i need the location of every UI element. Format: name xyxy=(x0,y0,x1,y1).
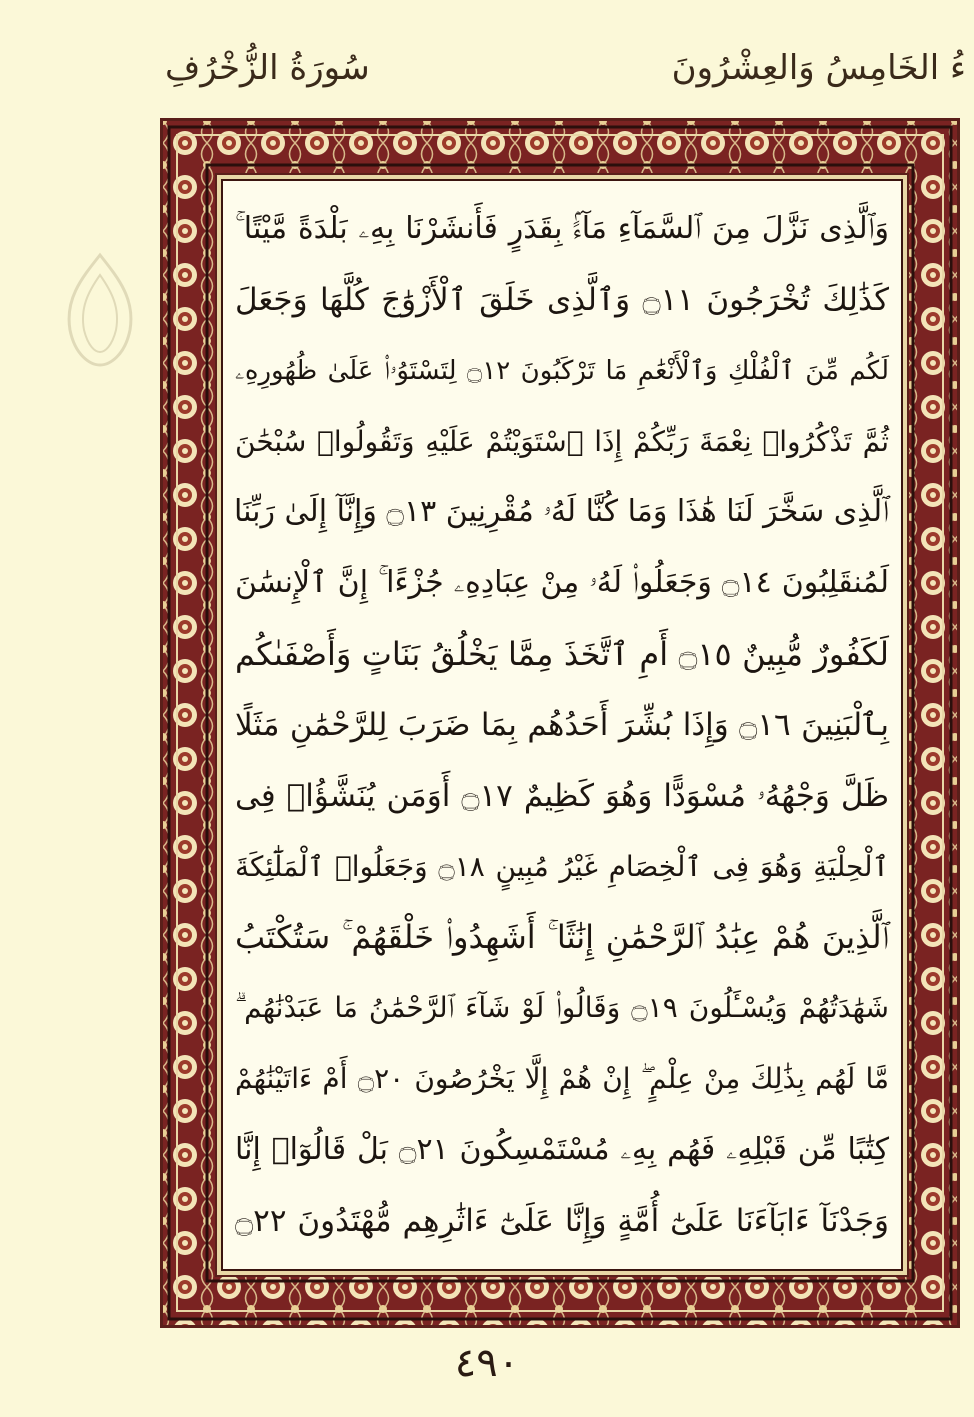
faint-ornament-icon xyxy=(60,250,140,370)
verse-line-5: ٱلَّذِى سَخَّرَ لَنَا هَٰذَا وَمَا كُنَّا لَهُۥ مُقْرِنِينَ ۝١٣ وَإِنَّآ إِلَىٰ رَبِّنَا xyxy=(233,494,889,530)
verse-line-10: ٱلْحِلْيَةِ وَهُوَ فِى ٱلْخِصَامِ غَيْرُ مُبِينٍ ۝١٨ وَجَعَلُوا۟ ٱلْمَلَٰٓئِكَةَ xyxy=(235,849,889,883)
verse-line-2: كَذَٰلِكَ تُخْرَجُونَ ۝١١ وَٱلَّذِى خَلَقَ ٱلْأَزْوَٰجَ كُلَّهَا وَجَعَلَ xyxy=(235,281,890,318)
text-panel xyxy=(221,179,903,1271)
verse-line-11: ٱلَّذِينَ هُمْ عِبَٰدُ ٱلرَّحْمَٰنِ إِنَٰثًا ۚ أَشَهِدُوا۟ خَلْقَهُمْ ۚ سَتُكْتَبُ xyxy=(235,918,889,957)
verse-line-7: لَكَفُورٌ مُّبِينٌ ۝١٥ أَمِ ٱتَّخَذَ مِمَّا يَخْلُقُ بَنَاتٍ وَأَصْفَىٰكُم xyxy=(235,635,890,674)
verse-line-3: لَكُم مِّنَ ٱلْفُلْكِ وَٱلْأَنْعَٰمِ مَا تَرْكَبُونَ ۝١٢ لِتَسْتَوُۥا۟ عَلَىٰ ظُهُورِهِۦ xyxy=(235,355,889,386)
surah-title: سُورَةُ الزُّخْرُفِ xyxy=(165,48,370,88)
verse-line-9: ظَلَّ وَجْهُهُۥ مُسْوَدًّا وَهُوَ كَظِيمٌ ۝١٧ أَوَمَن يُنَشَّؤُا۟ فِى xyxy=(235,777,889,814)
verse-block xyxy=(235,201,889,1249)
verse-line-8: بِٱلْبَنِينَ ۝١٦ وَإِذَا بُشِّرَ أَحَدُهُم بِمَا ضَرَبَ لِلرَّحْمَٰنِ مَثَلًا xyxy=(235,706,889,743)
juz-title: ءُ الخَامِسُ وَالعِشْرُونَ xyxy=(671,48,966,88)
verse-line-15: وَجَدْنَآ ءَابَآءَنَا عَلَىٰٓ أُمَّةٍ وَإِنَّا عَلَىٰٓ ءَاثَٰرِهِم مُّهْتَدُونَ ۝٢٢ xyxy=(235,1202,889,1239)
verse-line-1: وَٱلَّذِى نَزَّلَ مِنَ ٱلسَّمَآءِ مَآءًۢ بِقَدَرٍ فَأَنشَرْنَا بِهِۦ بَلْدَةً مَّيْتًا ۚ xyxy=(235,211,889,246)
verse-line-14: كِتَٰبًا مِّن قَبْلِهِۦ فَهُم بِهِۦ مُسْتَمْسِكُونَ ۝٢١ بَلْ قَالُوٓا۟ إِنَّا xyxy=(235,1131,889,1167)
ornamental-frame xyxy=(160,118,960,1328)
verse-line-6: لَمُنقَلِبُونَ ۝١٤ وَجَعَلُوا۟ لَهُۥ مِنْ عِبَادِهِۦ جُزْءًا ۚ إِنَّ ٱلْإِنسَٰنَ xyxy=(235,565,889,601)
verse-line-12: شَهَٰدَتُهُمْ وَيُسْـَٔلُونَ ۝١٩ وَقَالُوا۟ لَوْ شَآءَ ٱلرَّحْمَٰنُ مَا عَبَدْنَٰهُم ۗ xyxy=(235,991,889,1025)
verse-line-13: مَّا لَهُم بِذَٰلِكَ مِنْ عِلْمٍ ۖ إِنْ هُمْ إِلَّا يَخْرُصُونَ ۝٢٠ أَمْ ءَاتَيْنَٰهُمْ xyxy=(235,1062,889,1096)
page-header xyxy=(0,48,974,108)
verse-line-4: ثُمَّ تَذْكُرُوا۟ نِعْمَةَ رَبِّكُمْ إِذَا ٱسْتَوَيْتُمْ عَلَيْهِ وَتَقُولُوا۟ سُبْحَٰنَ xyxy=(235,424,889,458)
page-number: ٤٩٠ xyxy=(454,1340,520,1386)
